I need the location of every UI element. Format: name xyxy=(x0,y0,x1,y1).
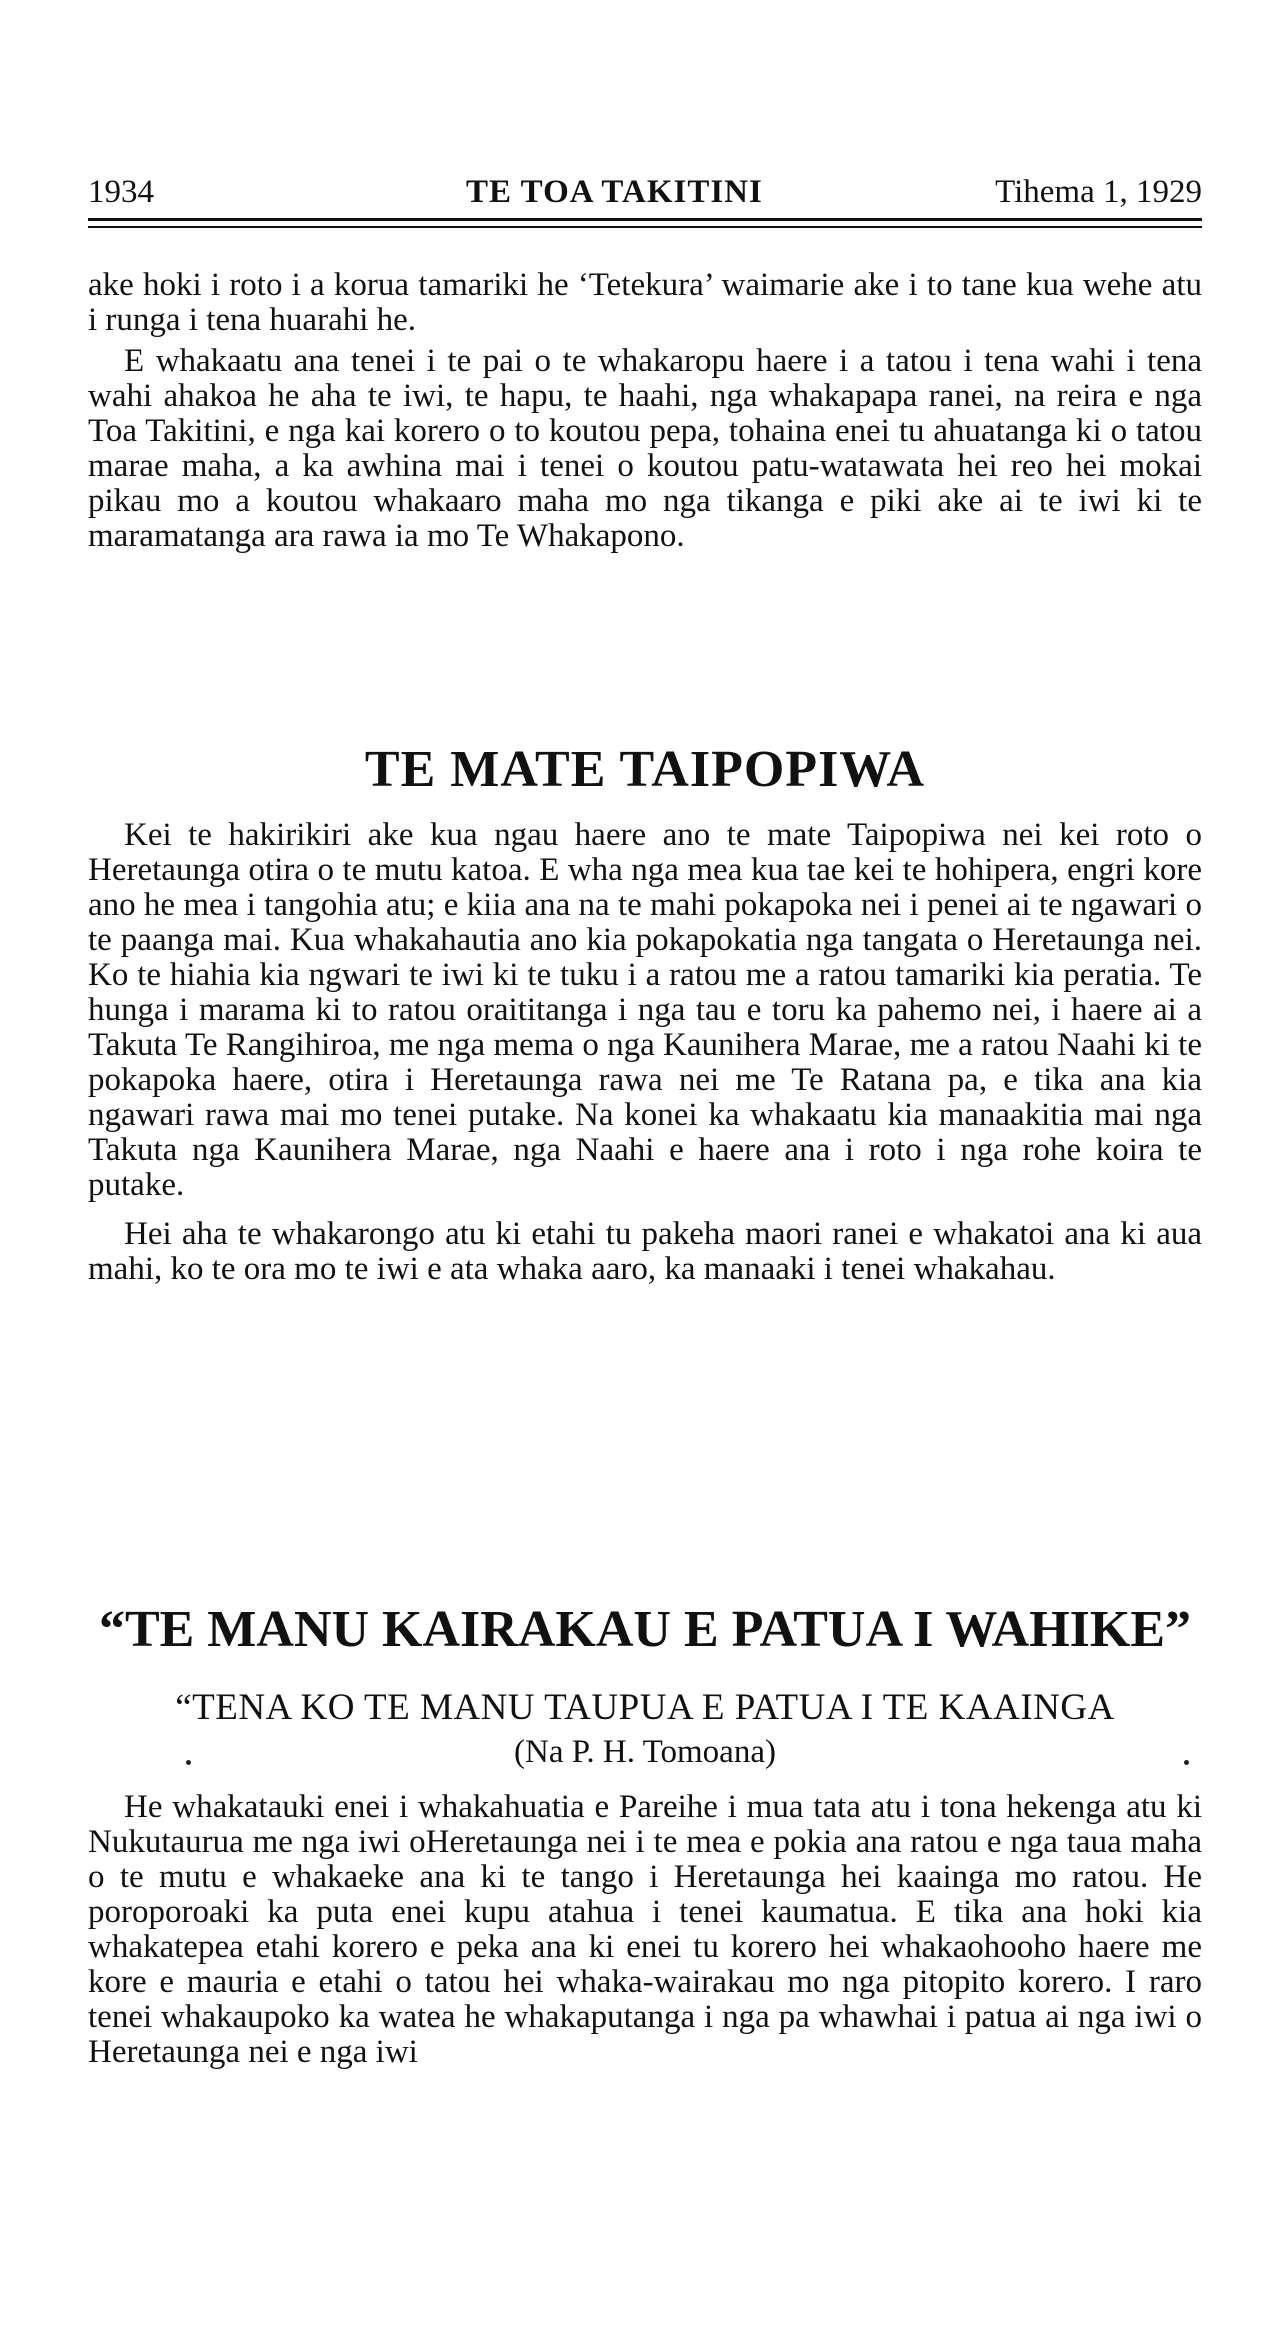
section-heading-taipopiwa: TE MATE TAIPOPIWA xyxy=(364,741,926,798)
taipopiwa-paragraph-2: Hei aha te whakarongo atu ki etahi tu pakeha maori ranei e whakatoi ana ki aua mahi, ko te ora mo te iwi e ata whaka aaro, ka manaaki i tenei whakahau. xyxy=(88,1216,1202,1287)
manu-section xyxy=(88,1790,1202,2070)
manu-paragraph-1: He whakatauki enei i whakahuatia e Pareihe i mua tata atu i tona hekenga atu ki Nukutaurua me nga iwi oHeretaunga nei i te mea e pokia ana ratou e nga taua maha o te mutu e whakaeke ana ki te tango i Heretaunga hei kaainga mo ratou. He poroporoaki ka puta enei kupu atahua i tenei kaumatua. E tika ana hoki kia whakatepea etahi korero e peka ana ki enei tu korero hei whakaohooho haere me kore e mauria e etahi o tatou hei whaka-wairakau mo nga pitopito korero. I raro tenei whakaupoko ka watea he whakaputanga i nga pa whawhai i patua ai nga iwi o Heretaunga nei e nga iwi xyxy=(88,1789,1202,2070)
section-subheading-manu-taupua: “TENA KO TE MANU TAUPUA E PATUA I TE KAAINGA xyxy=(175,1687,1115,1728)
page-number: 1934 xyxy=(88,174,154,210)
intro-paragraph-1: ake hoki i roto i a korua tamariki he ‘Tetekura’ waimarie ake i to tane kua wehe atu i runga i tena huarahi he. xyxy=(88,267,1202,338)
header-rule-top xyxy=(88,218,1202,221)
print-speck xyxy=(1184,1760,1189,1765)
taipopiwa-section xyxy=(88,818,1202,1287)
header-rule-bottom xyxy=(88,226,1202,228)
running-header xyxy=(88,172,1202,212)
print-speck xyxy=(186,1760,191,1765)
section-heading-manu-kairakau: “TE MANU KAIRAKAU E PATUA I WAHIKE” xyxy=(98,1601,1192,1658)
intro-section xyxy=(88,268,1202,554)
issue-date: Tihema 1, 1929 xyxy=(995,174,1202,210)
intro-paragraph-2: E whakaatu ana tenei i te pai o te whakaropu haere i a tatou i tena wahi i tena wahi ahakoa he aha te iwi, te hapu, te haahi, nga whakapapa ranei, na reira e nga Toa Takitini, e nga kai korero o to koutou pepa, tohaina enei tu ahuatanga ki o tatou marae maha, a ka awhina mai i tenei o koutou patu-watawata hei reo hei mokai pikau mo a koutou whakaaro maha mo nga tikanga e piki ake ai te iwi ki te maramatanga ara rawa ia mo Te Whakapono. xyxy=(88,343,1202,554)
taipopiwa-paragraph-1: Kei te hakirikiri ake kua ngau haere ano te mate Taipopiwa nei kei roto o Heretaunga otira o te mutu katoa. E wha nga mea kua tae kei te hohipera, engri kore ano he mea i tangohia atu; e kiia ana na te mahi pokapoka nei i penei ai te ngawari o te paanga mai. Kua whakahautia ano kia pokapokatia nga tangata o Heretaunga nei. Ko te hiahia kia ngwari te iwi ki te tuku i a ratou me a ratou tamariki kia peratia. Te hunga i marama ki to ratou oraititanga i nga tau e toru ka pahemo nei, i haere ai a Takuta Te Rangihiroa, me nga mema o nga Kaunihera Marae, me a ratou Naahi ki te pokapoka haere, otira i Heretaunga rawa nei me Te Ratana pa, e tika ana kia ngawari rawa mai mo tenei putake. Na konei ka whakaatu kia manaakitia mai nga Takuta nga Kaunihera Marae, nga Naahi e haere ana i roto i nga rohe koira te putake. xyxy=(88,817,1202,1203)
journal-title: TE TOA TAKITINI xyxy=(466,174,763,210)
article-byline: (Na P. H. Tomoana) xyxy=(514,1734,776,1770)
